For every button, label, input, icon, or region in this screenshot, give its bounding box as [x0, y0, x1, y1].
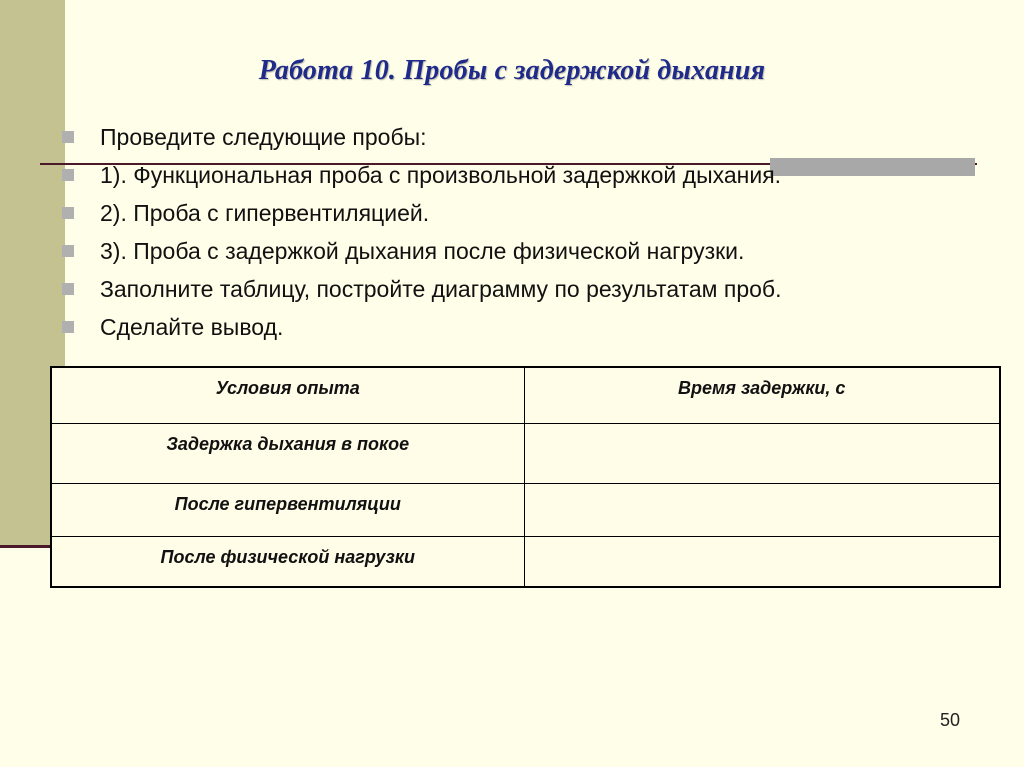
- cell-delay-value[interactable]: [524, 483, 1000, 536]
- square-bullet-icon: [62, 321, 74, 333]
- cell-condition: После гипервентиляции: [51, 483, 524, 536]
- bullet-item: [62, 232, 992, 270]
- header-conditions: Условия опыта: [51, 367, 524, 423]
- results-table: [50, 366, 1001, 588]
- table-row: [51, 423, 1000, 483]
- cell-delay-value[interactable]: [524, 423, 1000, 483]
- header-delay-time: Время задержки, с: [524, 367, 1000, 423]
- page-number: 50: [940, 710, 961, 730]
- square-bullet-icon: [62, 283, 74, 295]
- square-bullet-icon: [62, 131, 74, 143]
- bullet-text: Проведите следующие пробы:: [100, 124, 427, 150]
- slide-title: Работа 10. Пробы с задержкой дыхания: [258, 55, 766, 86]
- table-row: [51, 483, 1000, 536]
- bullet-item: [62, 308, 992, 346]
- square-bullet-icon: [62, 245, 74, 257]
- cell-condition: После физической нагрузки: [51, 536, 524, 587]
- bullet-text: 2). Проба с гипервентиляцией.: [100, 200, 430, 226]
- bullet-list: [62, 118, 992, 346]
- bullet-item: [62, 270, 992, 308]
- left-bar-underline: [0, 545, 52, 548]
- results-table-container: [50, 366, 999, 586]
- table-header-row: [51, 367, 1000, 423]
- square-bullet-icon: [62, 169, 74, 181]
- bullet-text: Заполните таблицу, постройте диаграмму по результатам проб.: [100, 276, 782, 302]
- cell-condition: Задержка дыхания в покое: [51, 423, 524, 483]
- bullet-text: Сделайте вывод.: [100, 314, 284, 340]
- bullet-item: [62, 194, 992, 232]
- table-row: [51, 536, 1000, 587]
- bullet-item: [62, 156, 992, 194]
- bullet-text: 1). Функциональная проба с произвольной задержкой дыхания.: [100, 162, 782, 188]
- cell-delay-value[interactable]: [524, 536, 1000, 587]
- bullet-text: 3). Проба с задержкой дыхания после физической нагрузки.: [100, 238, 745, 264]
- bullet-item: [62, 118, 992, 156]
- square-bullet-icon: [62, 207, 74, 219]
